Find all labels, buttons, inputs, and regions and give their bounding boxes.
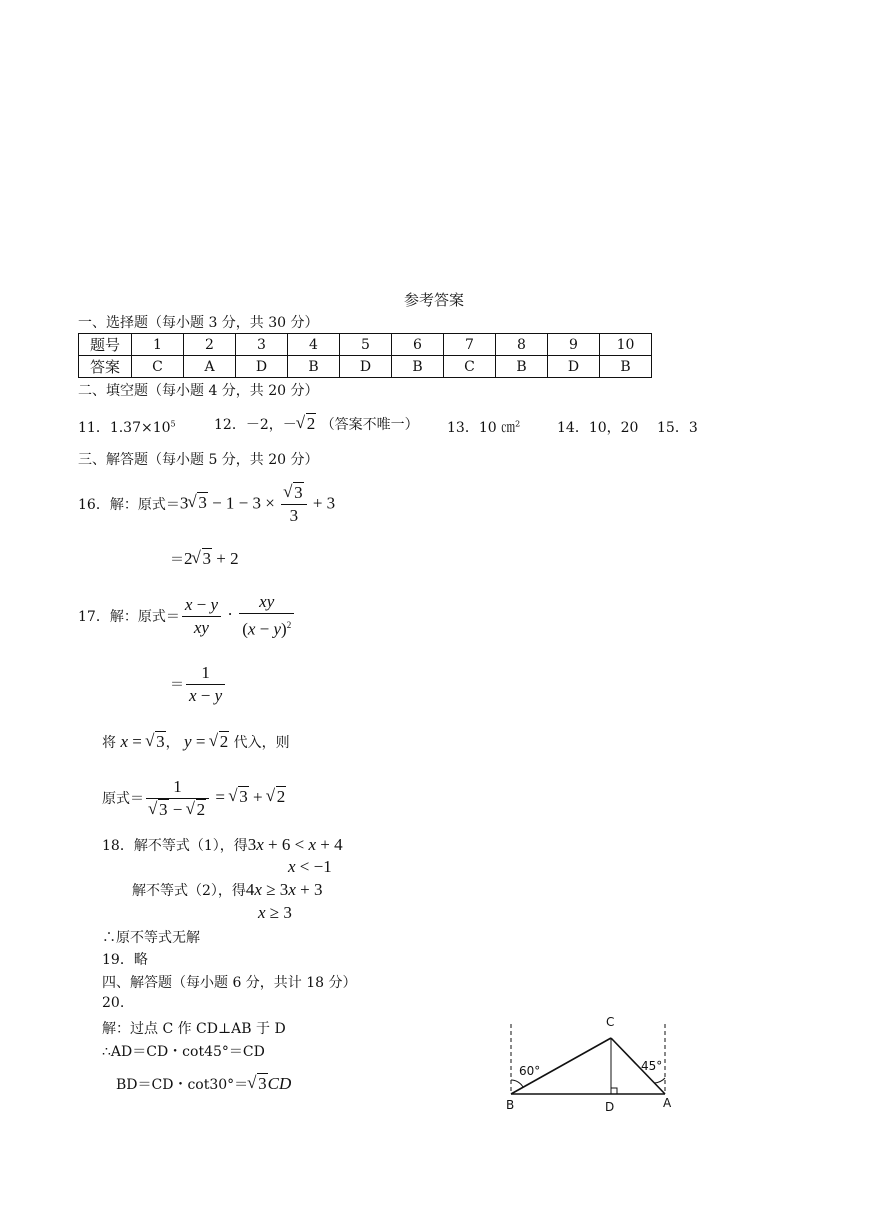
- q17-line2: [170, 660, 227, 708]
- q17-result-line: [102, 772, 286, 824]
- cd-segment: CD: [267, 1074, 292, 1093]
- answer-11-exponent: 5: [170, 419, 176, 429]
- q17-sub-text-1: 将: [102, 735, 116, 751]
- section-choice-heading: 一、选择题（每小题 3 分，共 30 分）: [78, 315, 319, 331]
- q16-line1: [78, 480, 335, 528]
- page-title: 参考答案: [404, 291, 465, 309]
- table-header-cell: 答案: [79, 356, 132, 378]
- table-cell: C: [132, 356, 184, 378]
- label-d: D: [605, 1100, 615, 1114]
- angle-label-60: 60°: [519, 1064, 541, 1078]
- q20-number: 20.: [102, 995, 125, 1011]
- q17-expression: $\frac{x - y}{xy}$ · $\frac{xy}{(x - y)^2}$: [180, 591, 296, 641]
- table-cell: B: [392, 356, 444, 378]
- angle-label-45: 45°: [641, 1059, 663, 1073]
- table-cell: 1: [132, 334, 184, 356]
- table-cell: A: [184, 356, 236, 378]
- q20-line3: [116, 1074, 291, 1094]
- table-row-answers: [79, 356, 652, 378]
- answer-11-text: 11．1.37×10: [78, 420, 171, 436]
- q16-result: 2√ 3 + 2: [184, 549, 239, 568]
- answer-11: [78, 417, 176, 437]
- q18-line3: [132, 880, 322, 900]
- answer-13-exponent: 2: [515, 419, 521, 429]
- q18-text-2: 解不等式（2），得: [132, 883, 246, 899]
- section-solve2-heading: 四、解答题（每小题 6 分，共计 18 分）: [102, 975, 357, 991]
- q16-label: 16．解：原式＝: [78, 497, 180, 513]
- q16-expression: 3√ 3 − 1 − 3 × √ $\frac{3}{3}$ + 3: [180, 482, 335, 527]
- q17-sub-text-2: 代入，则: [233, 735, 290, 751]
- table-header-cell: 题号: [79, 334, 132, 356]
- q20-line2: ∴AD＝CD・cot45°＝CD: [102, 1044, 265, 1060]
- q17-equals: ＝: [170, 677, 184, 693]
- table-cell: 8: [496, 334, 548, 356]
- q18-solution-1: x < −1: [288, 857, 332, 876]
- table-cell: D: [340, 356, 392, 378]
- q17-y-value: y = √ 2: [184, 732, 229, 751]
- table-cell: B: [600, 356, 652, 378]
- table-cell: 7: [444, 334, 496, 356]
- table-row-numbers: [79, 334, 652, 356]
- q19-answer: 19．略: [102, 952, 148, 968]
- table-cell: D: [236, 356, 288, 378]
- q18-line1: [102, 835, 343, 855]
- answer-14: 14．10，20: [557, 420, 639, 436]
- answer-13: [447, 417, 520, 437]
- label-b: B: [506, 1098, 515, 1112]
- q20-line1: 解：过点 C 作 CD⊥AB 于 D: [102, 1021, 286, 1037]
- q16-line2: [170, 549, 239, 569]
- table-cell: D: [548, 356, 600, 378]
- answer-15: 15．3: [657, 420, 698, 436]
- table-cell: C: [444, 356, 496, 378]
- q17-x-value: x = √ 3: [120, 732, 165, 751]
- answer-12: [214, 414, 419, 434]
- q18-text-1: 18．解不等式（1），得: [102, 838, 248, 854]
- answer-13-text: 13．10 ㎝: [447, 420, 516, 436]
- q20-line3-text: BD＝CD・cot30°＝: [116, 1077, 249, 1093]
- q17-label: 17．解：原式＝: [78, 609, 180, 625]
- table-cell: 3: [236, 334, 288, 356]
- q17-substitute: 将 x = √ 3， y = √ 2 代入，则: [102, 732, 290, 752]
- q18-ineq-2: 4x ≥ 3x + 3: [245, 880, 323, 899]
- table-cell: 9: [548, 334, 600, 356]
- section-solve-heading: 三、解答题（每小题 5 分，共 20 分）: [78, 452, 319, 468]
- label-c: C: [606, 1015, 615, 1029]
- q17-result-label: 原式＝: [102, 791, 144, 807]
- answer-table: [78, 333, 652, 378]
- table-cell: B: [288, 356, 340, 378]
- angle-arc-60: [511, 1080, 523, 1087]
- table-cell: 10: [600, 334, 652, 356]
- q20-line3-math: √ 3CD: [248, 1074, 291, 1093]
- table-cell: B: [496, 356, 548, 378]
- table-cell: 6: [392, 334, 444, 356]
- q16-equals: ＝: [170, 552, 184, 568]
- sqrt-expression: [297, 414, 317, 434]
- table-cell: 4: [288, 334, 340, 356]
- right-angle-mark: [611, 1088, 617, 1094]
- answer-12-note: （答案不唯一）: [320, 417, 419, 433]
- q18-conclusion: ∴原不等式无解: [102, 930, 200, 946]
- triangle-figure: [495, 1008, 695, 1118]
- table-cell: 5: [340, 334, 392, 356]
- section-fill-heading: 二、填空题（每小题 4 分，共 20 分）: [78, 383, 319, 399]
- label-a: A: [663, 1096, 672, 1110]
- q17-line1: [78, 592, 296, 640]
- q17-result: 1 √ 3 − √ 2 = √ 3 + √ 2: [144, 776, 286, 821]
- q18-ineq-1: 3x + 6 < x + 4: [247, 835, 343, 854]
- radicand: 2: [306, 414, 316, 433]
- q17-simplified: $\frac{1}{x - y}$: [186, 662, 225, 707]
- q18-solution-2: x ≥ 3: [258, 903, 292, 922]
- table-cell: 2: [184, 334, 236, 356]
- angle-arc-45: [654, 1078, 665, 1083]
- answer-12-text: 12．－2，－: [214, 417, 297, 433]
